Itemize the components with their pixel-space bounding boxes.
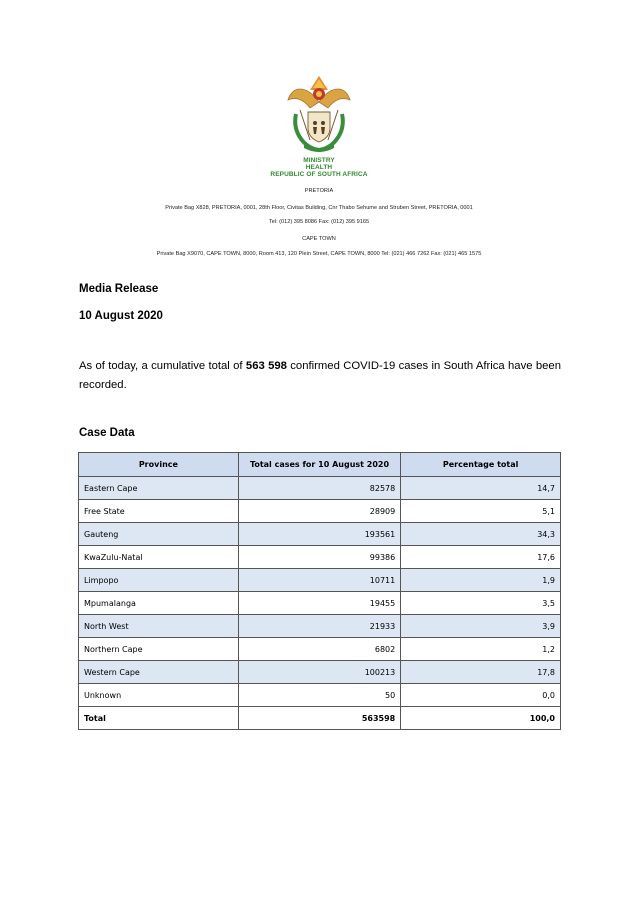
cases-cell: 193561 xyxy=(238,523,400,546)
summary-paragraph xyxy=(79,357,561,395)
province-cell: Gauteng xyxy=(79,523,239,546)
cases-cell: 100213 xyxy=(238,661,400,684)
province-cell: KwaZulu-Natal xyxy=(79,546,239,569)
province-cell: Unknown xyxy=(79,684,239,707)
table-row xyxy=(79,546,561,569)
address-line: Tel: (012) 395 8086 Fax: (012) 395 9165 xyxy=(268,219,370,225)
coat-of-arms-icon xyxy=(286,74,352,156)
address-line: CAPE TOWN xyxy=(302,236,336,242)
ministry-line: HEALTH xyxy=(305,164,333,171)
summary-text: confirmed COVID-19 cases in South Africa have been recorded. xyxy=(79,360,561,391)
table-row xyxy=(79,569,561,592)
percentage-cell: 100,0 xyxy=(401,707,561,730)
table-row xyxy=(79,523,561,546)
cases-cell: 28909 xyxy=(238,500,400,523)
province-cell: Free State xyxy=(79,500,239,523)
section-heading: Case Data xyxy=(79,427,135,439)
column-header: Total cases for 10 August 2020 xyxy=(238,453,400,477)
percentage-cell: 34,3 xyxy=(401,523,561,546)
percentage-cell: 1,2 xyxy=(401,638,561,661)
percentage-cell: 5,1 xyxy=(401,500,561,523)
release-date: 10 August 2020 xyxy=(79,310,163,322)
cases-cell: 82578 xyxy=(238,477,400,500)
province-cell: North West xyxy=(79,615,239,638)
percentage-cell: 1,9 xyxy=(401,569,561,592)
total-cases-value: 563 598 xyxy=(245,360,287,372)
column-header: Percentage total xyxy=(401,453,561,477)
cases-cell: 99386 xyxy=(238,546,400,569)
percentage-cell: 14,7 xyxy=(401,477,561,500)
cases-cell: 19455 xyxy=(238,592,400,615)
province-cell: Limpopo xyxy=(79,569,239,592)
cases-cell: 50 xyxy=(238,684,400,707)
address-line: PRETORIA xyxy=(304,188,334,194)
percentage-cell: 17,6 xyxy=(401,546,561,569)
summary-text: As of today, a cumulative total of xyxy=(79,360,246,372)
percentage-cell: 3,9 xyxy=(401,615,561,638)
cases-cell: 6802 xyxy=(238,638,400,661)
address-line: Private Bag X9070, CAPE TOWN, 8000, Room 413, 120 Plein Street, CAPE TOWN, 8000 Tel: (021) 466 7262 Fax: (021) 465 1575 xyxy=(156,251,482,257)
case-data-table xyxy=(78,452,561,730)
province-cell: Western Cape xyxy=(79,661,239,684)
table-row xyxy=(79,661,561,684)
table-row xyxy=(79,684,561,707)
cases-cell: 21933 xyxy=(238,615,400,638)
ministry-line: MINISTRY xyxy=(303,157,335,164)
province-cell: Eastern Cape xyxy=(79,477,239,500)
cases-cell: 563598 xyxy=(238,707,400,730)
column-header: Province xyxy=(79,453,239,477)
total-row xyxy=(79,707,561,730)
ministry-line: REPUBLIC OF SOUTH AFRICA xyxy=(270,171,368,178)
table-row xyxy=(79,500,561,523)
table-row xyxy=(79,638,561,661)
cases-cell: 10711 xyxy=(238,569,400,592)
province-cell: Total xyxy=(79,707,239,730)
document-title: Media Release xyxy=(79,283,159,295)
table-row xyxy=(79,477,561,500)
percentage-cell: 3,5 xyxy=(401,592,561,615)
province-cell: Northern Cape xyxy=(79,638,239,661)
address-line: Private Bag X828, PRETORIA, 0001, 28th Floor, Civitas Building, Cnr Thabo Sehume and Struben Street, PRETORIA, 0001 xyxy=(165,205,473,211)
table-header-row xyxy=(79,453,561,477)
table-row xyxy=(79,615,561,638)
percentage-cell: 17,8 xyxy=(401,661,561,684)
province-cell: Mpumalanga xyxy=(79,592,239,615)
percentage-cell: 0,0 xyxy=(401,684,561,707)
table-row xyxy=(79,592,561,615)
